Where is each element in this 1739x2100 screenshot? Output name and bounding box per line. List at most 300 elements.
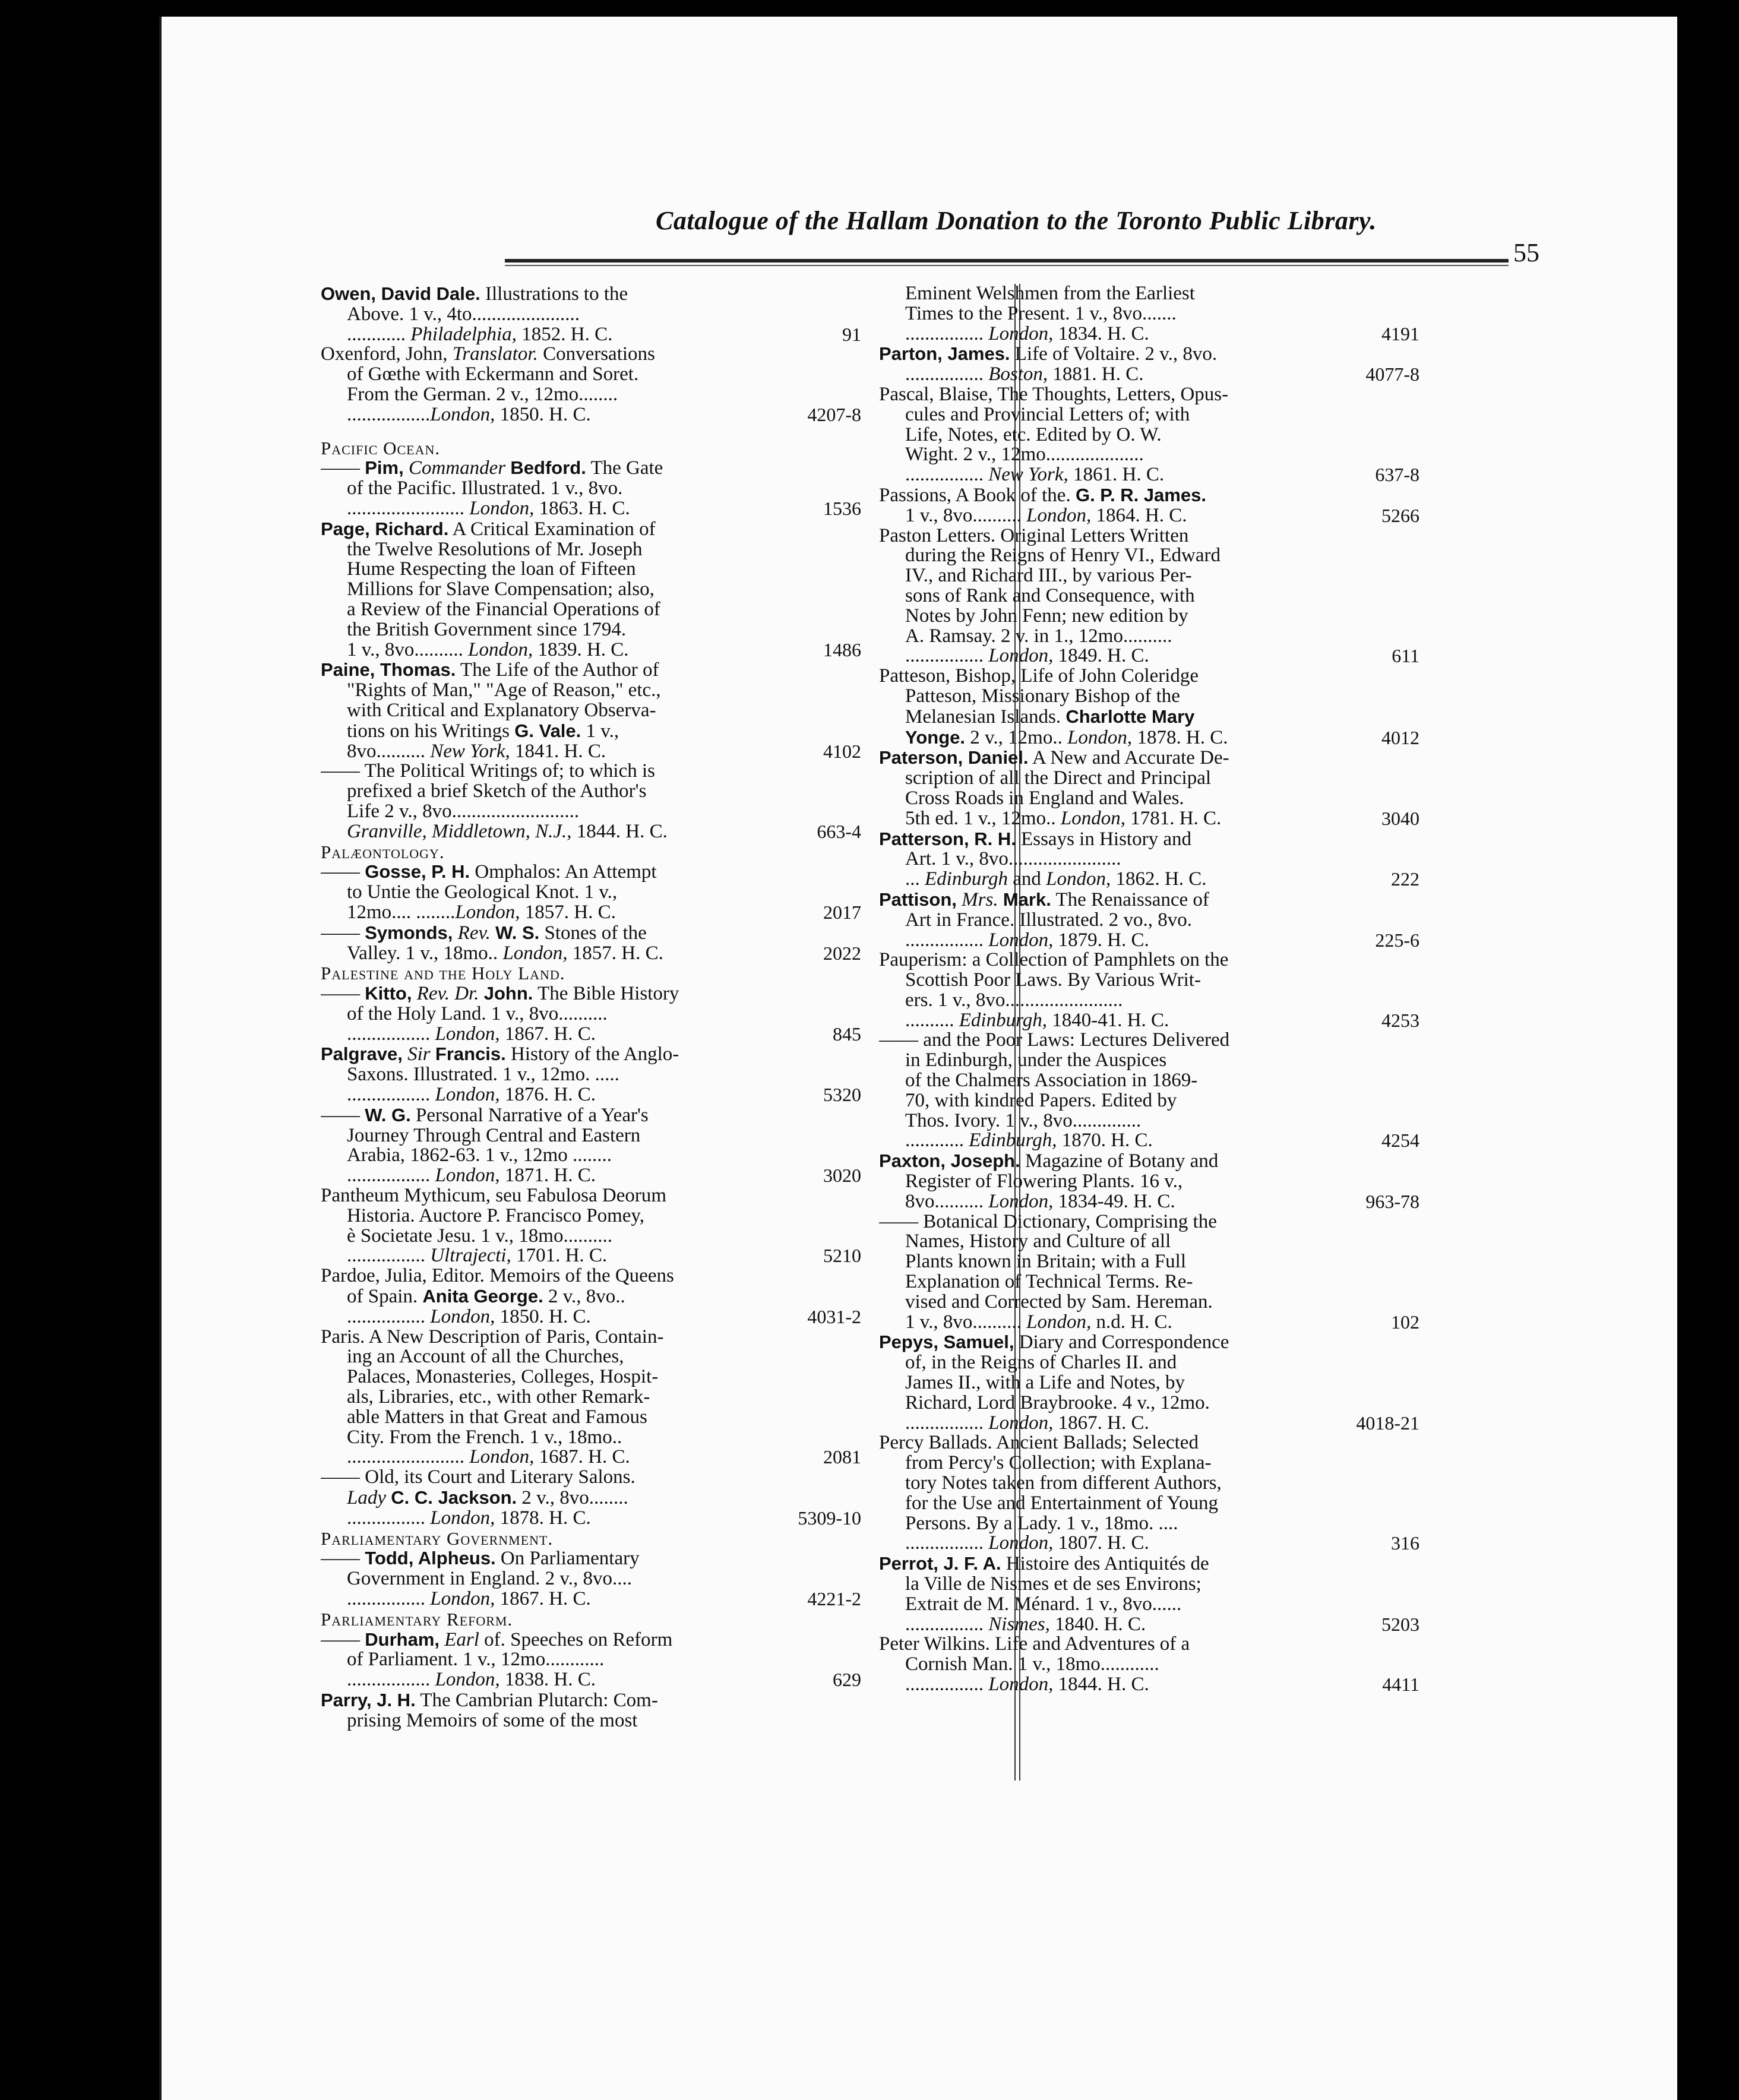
entry-text: to Untie the Geological Knot. 1 v., [347, 883, 618, 903]
entry-line [321, 983, 701, 1004]
entry-line [321, 761, 701, 782]
entry-line [879, 991, 1277, 1011]
entry-line [321, 305, 701, 325]
entry-text: 12mo.... ........ [347, 902, 456, 923]
entry-text: Stones of the [539, 922, 647, 944]
catalogue-entry [879, 526, 1419, 667]
shelf-number: 2022 [823, 942, 861, 964]
entry-text: ................. [347, 1166, 435, 1187]
entry-text: 1870. H. C. [1057, 1131, 1153, 1152]
entry-text [440, 1630, 444, 1650]
entry-text: è Societate Jesu. 1 v., 18mo.......... [347, 1226, 612, 1247]
author-name: Paterson, Daniel. [879, 748, 1029, 768]
entry-text: ............ [905, 1131, 969, 1152]
shelf-number: 1486 [823, 638, 861, 660]
entry-line [321, 944, 701, 964]
author-name: G. Vale. [514, 720, 581, 741]
place-italic: New York, [430, 741, 510, 762]
shelf-number: 4253 [1381, 1009, 1419, 1031]
entry-text: Pascal, Blaise, The Thoughts, Letters, Opus- [879, 384, 1229, 405]
catalogue-entry [879, 1634, 1419, 1695]
entry-text: Thos. Ivory. 1 v., 8vo.............. [905, 1111, 1142, 1131]
entry-text: 1878. H. C. [1132, 727, 1228, 748]
entry-text: —— [321, 1548, 365, 1570]
catalogue-entry [321, 660, 861, 762]
entry-line [879, 546, 1277, 566]
author-name: Pepys, Samuel, [879, 1332, 1014, 1353]
place-italic: Translator. [452, 344, 538, 365]
entry-text: ........................ [347, 498, 470, 519]
shelf-number: 225-6 [1375, 929, 1419, 951]
shelf-number: 5266 [1381, 504, 1419, 526]
entry-text [431, 1044, 435, 1065]
author-name: Page, Richard. [321, 518, 449, 539]
entry-text: cules and Provincial Letters of; with [905, 404, 1190, 425]
entry-line [321, 1126, 701, 1146]
entry-text: 1838. H. C. [499, 1670, 596, 1690]
entry-line [879, 970, 1277, 991]
entry-line [879, 1433, 1277, 1453]
entry-text: ................. [347, 1085, 435, 1105]
entry-text: The Cambrian Plutarch: Com- [415, 1690, 658, 1711]
entry-text: 8vo.......... [347, 741, 431, 762]
entry-text: Conversations [537, 344, 655, 365]
entry-line [321, 1146, 701, 1166]
entry-line [879, 666, 1277, 687]
entry-text [957, 890, 962, 910]
entry-line [321, 1024, 701, 1045]
entry-text: ................. [347, 404, 431, 425]
entry-text: On Parliamentary [495, 1548, 640, 1570]
entry-text: for the Use and Entertainment of Young [905, 1493, 1218, 1514]
entry-text: 2 v., 12mo.. [965, 727, 1068, 748]
entry-line [879, 646, 1277, 666]
place-italic: London, [988, 646, 1054, 667]
entry-line [879, 1312, 1277, 1333]
entry-line [321, 559, 701, 580]
entry-text: la Ville de Nismes et de ses Environs; [905, 1574, 1202, 1595]
entry-text: 1841. H. C. [510, 741, 606, 762]
entry-text: Eminent Welshmen from the Earliest [905, 284, 1195, 304]
entry-line [321, 540, 701, 560]
entry-text: 1 v., 8vo.......... [905, 1312, 1027, 1333]
entry-line [879, 1332, 1277, 1353]
entry-text [412, 983, 416, 1004]
entry-text: 1840-41. H. C. [1046, 1010, 1169, 1031]
entry-text: 2 v., 8vo........ [517, 1488, 628, 1508]
shelf-number: 5309-10 [798, 1507, 861, 1529]
catalogue-entry [879, 1212, 1419, 1333]
entry-text: A Critical Examination of [448, 518, 656, 540]
entry-text: in Edinburgh, under the Auspices [905, 1051, 1167, 1071]
entry-line [879, 809, 1277, 829]
entry-text: Life, Notes, etc. Edited by O. W. [905, 425, 1162, 445]
shelf-number: 5320 [823, 1084, 861, 1106]
entry-line [321, 1650, 701, 1670]
entry-text: "Rights of Man," "Age of Reason," etc., [347, 681, 661, 701]
place-italic: London, [1046, 869, 1111, 890]
entry-line [879, 1353, 1277, 1373]
entry-line [321, 1690, 701, 1711]
entry-line [321, 1468, 701, 1488]
entry-line [879, 1011, 1277, 1031]
entry-text: Patteson, Missionary Bishop of the [905, 686, 1180, 707]
subject-heading: Pacific Ocean. [321, 438, 441, 458]
entry-text: from Percy's Collection; with Explana- [905, 1453, 1212, 1474]
author-name: C. C. Jackson. [391, 1488, 517, 1508]
catalogue-entry [879, 1332, 1419, 1434]
entry-line [321, 1447, 701, 1468]
place-italic: Boston, [988, 365, 1048, 385]
author-name: Perrot, J. F. A. [879, 1554, 1001, 1574]
entry-line [321, 1387, 701, 1408]
entry-text: Diary and Correspondence [1014, 1332, 1229, 1353]
shelf-number: 91 [842, 323, 861, 345]
entry-text: ........................ [347, 1447, 470, 1468]
entry-text: of Spain. [347, 1286, 423, 1307]
entry-text: during the Reigns of Henry VI., Edward [905, 546, 1221, 567]
entry-text: Names, History and Culture of all [905, 1232, 1171, 1253]
entry-line [879, 425, 1277, 445]
entry-line [879, 829, 1277, 850]
entry-text: ing an Account of all the Churches, [347, 1347, 624, 1368]
page-number: 55 [1513, 238, 1539, 267]
author-name: John. [483, 983, 533, 1004]
entry-text [491, 923, 495, 944]
entry-line [321, 620, 701, 640]
entry-text: Art. 1 v., 8vo....................... [905, 849, 1121, 870]
entry-text: 2 v., 8vo.. [543, 1286, 625, 1307]
entry-text [998, 890, 1003, 910]
entry-line [879, 1393, 1277, 1413]
entry-text: ................ [905, 930, 989, 951]
shelf-number: 845 [833, 1023, 861, 1045]
entry-line [321, 365, 701, 385]
entry-text: of the Pacific. Illustrated. 1 v., 8vo. [347, 479, 623, 499]
place-italic: Edinburgh, [969, 1131, 1057, 1152]
entry-text: 1879. H. C. [1053, 930, 1149, 951]
author-name: Mark. [1003, 889, 1051, 910]
author-name: Symonds, [365, 922, 453, 943]
catalogue-entry [879, 344, 1419, 385]
catalogue-entry [321, 1266, 861, 1327]
entry-text: n.d. H. C. [1091, 1312, 1172, 1333]
shelf-number: 4254 [1381, 1130, 1419, 1152]
author-name: Francis. [435, 1044, 506, 1065]
entry-line [321, 802, 701, 822]
place-italic: Philadelphia, [410, 324, 517, 345]
entry-line [879, 687, 1277, 707]
entry-text: 1850. H. C. [495, 1307, 591, 1327]
entry-text: 1839. H. C. [533, 640, 629, 660]
entry-text: Histoire des Antiquités de [1001, 1554, 1209, 1574]
entry-text: 1857. H. C. [520, 902, 616, 923]
entry-text: of the Chalmers Association in 1869- [905, 1071, 1198, 1091]
entry-text: tions on his Writings [347, 720, 515, 742]
entry-text: Government in England. 2 v., 8vo.... [347, 1569, 632, 1589]
entry-text: 1840. H. C. [1049, 1614, 1146, 1635]
entry-line [321, 499, 701, 519]
entry-text: James II., with a Life and Notes, by [905, 1373, 1185, 1393]
entry-line [321, 1266, 701, 1286]
catalogue-entry [321, 1105, 861, 1187]
place-italic: Granville, Middletown, N.J., [347, 821, 572, 842]
author-name: Todd, Alpheus. [365, 1548, 496, 1569]
place-italic: London, [1060, 808, 1125, 829]
entry-text: —— [321, 458, 365, 479]
entry-text: Oxenford, John, [321, 344, 453, 365]
entry-text: 1863. H. C. [534, 498, 630, 519]
entry-text: 1849. H. C. [1053, 646, 1149, 667]
entry-text: —— [321, 1105, 365, 1126]
entry-line [879, 1111, 1277, 1131]
entry-line [879, 1494, 1277, 1514]
entry-line [879, 1071, 1277, 1091]
entry-text: als, Libraries, etc., with other Remark- [347, 1387, 650, 1408]
entry-line [321, 1488, 701, 1508]
entry-text [386, 1488, 391, 1508]
entry-line [321, 405, 701, 425]
place-italic: London, [468, 640, 533, 660]
author-name: Pim, [365, 458, 404, 479]
shelf-number: 4191 [1381, 322, 1419, 344]
entry-line [879, 304, 1277, 324]
entry-line [879, 1172, 1277, 1192]
entry-line [879, 566, 1277, 586]
shelf-number: 4207-8 [807, 403, 861, 425]
place-italic: Commander [408, 458, 506, 479]
shelf-number: 3040 [1381, 807, 1419, 829]
place-italic: London, [430, 1508, 495, 1529]
entry-text: IV., and Richard III., by various Per- [905, 566, 1192, 586]
entry-text: Plants known in Britain; with a Full [905, 1252, 1187, 1273]
entry-text: ................ [905, 646, 989, 667]
author-name: Yonge. [905, 727, 966, 748]
catalogue-entry [879, 384, 1419, 486]
catalogue-entry [321, 458, 861, 519]
entry-text: ers. 1 v., 8vo........................ [905, 990, 1123, 1011]
entry-line [879, 1413, 1277, 1434]
entry-text: Palaces, Monasteries, Colleges, Hospit- [347, 1367, 659, 1388]
entry-text: prising Memoirs of some of the most [347, 1710, 638, 1731]
entry-text: Cross Roads in England and Wales. [905, 788, 1184, 809]
entry-text: —— [321, 1629, 365, 1650]
entry-text: of. Speeches on Reform [479, 1629, 673, 1650]
entry-text: Paris. A New Description of Paris, Contain- [321, 1327, 664, 1348]
shelf-number: 5203 [1381, 1613, 1419, 1635]
entry-line [321, 1347, 701, 1367]
shelf-number: 1536 [823, 497, 861, 519]
entry-line [879, 284, 1277, 304]
entry-text: Pauperism: a Collection of Pamphlets on the [879, 950, 1229, 971]
entry-text: Arabia, 1862-63. 1 v., 12mo ........ [347, 1146, 612, 1166]
entry-line [321, 923, 701, 944]
place-italic: New York, [988, 465, 1068, 485]
entry-text: ... [905, 869, 925, 890]
entry-line [321, 1307, 701, 1327]
entry-line [879, 1655, 1277, 1675]
entry-text: Wight. 2 v., 12mo.................... [905, 445, 1144, 466]
entry-text: Art in France. Illustrated. 2 vo., 8vo. [905, 910, 1192, 931]
entry-line [321, 822, 701, 842]
entry-text: Passions, A Book of the. [879, 485, 1076, 506]
author-name: Patterson, R. H. [879, 828, 1016, 849]
place-italic: London, [469, 1447, 535, 1468]
catalogue-entry [321, 862, 861, 923]
entry-line [321, 1367, 701, 1387]
entry-line [879, 526, 1277, 546]
entry-text: a Review of the Financial Operations of [347, 599, 660, 620]
entry-text [453, 923, 457, 944]
entry-text: —— Botanical Dictionary, Comprising the [879, 1212, 1217, 1232]
entry-line [879, 1192, 1277, 1212]
entry-text: 1867. H. C. [495, 1589, 591, 1609]
author-name: Paxton, Joseph. [879, 1151, 1020, 1172]
entry-text: ................ [905, 324, 989, 344]
entry-line [321, 721, 701, 742]
catalogue-entry [321, 1044, 861, 1106]
entry-line [321, 580, 701, 600]
shelf-number: 4077-8 [1365, 363, 1419, 385]
entry-text: 1844. H. C. [1053, 1674, 1149, 1695]
entry-line [879, 344, 1277, 365]
entry-text: 1 v., 8vo.......... [905, 505, 1027, 526]
entry-text: the British Government since 1794. [347, 619, 627, 640]
shelf-number: 4018-21 [1356, 1412, 1419, 1434]
entry-text: ................ [905, 1614, 989, 1635]
entry-text: of Parliament. 1 v., 12mo............ [347, 1650, 605, 1671]
entry-text: Journey Through Central and Eastern [347, 1125, 641, 1146]
entry-line [321, 782, 701, 802]
entry-text: ................ [905, 465, 989, 485]
entry-text: Times to the Present. 1 v., 8vo....... [905, 303, 1177, 324]
entry-text: scription of all the Direct and Principal [905, 768, 1212, 789]
entry-line [321, 479, 701, 499]
author-name: Durham, [365, 1629, 440, 1650]
entry-text: ................ [347, 1508, 431, 1529]
catalogue-entry [879, 828, 1419, 890]
subject-heading: Palestine and the Holy Land. [321, 963, 565, 984]
entry-line [879, 606, 1277, 627]
place-italic: London, [435, 1024, 500, 1045]
place-italic: Sir [407, 1044, 431, 1065]
place-italic: London, [435, 1166, 500, 1187]
shelf-number: 3020 [823, 1165, 861, 1187]
entry-line [321, 284, 701, 305]
author-name: W. G. [365, 1105, 411, 1125]
entry-text: 1807. H. C. [1053, 1533, 1149, 1554]
entry-text: tory Notes taken from different Authors, [905, 1473, 1222, 1494]
entry-text: 1857. H. C. [567, 943, 663, 964]
entry-text: ................ [347, 1246, 431, 1267]
entry-text: 1867. H. C. [499, 1024, 596, 1045]
entry-line [321, 1548, 701, 1569]
catalogue-entry [321, 1186, 861, 1267]
shelf-number: 629 [833, 1669, 861, 1691]
entry-line [321, 1226, 701, 1247]
entry-line [879, 1252, 1277, 1272]
entry-line [879, 1533, 1277, 1554]
entry-text: Persons. By a Lady. 1 v., 18mo. .... [905, 1513, 1178, 1534]
entry-line [321, 1206, 701, 1226]
entry-text: A. Ramsay. 2 v. in 1., 12mo.......... [905, 626, 1172, 647]
entry-text: From the German. 2 v., 12mo........ [347, 384, 618, 405]
place-italic: Edinburgh, [959, 1010, 1047, 1031]
entry-line [321, 660, 701, 681]
place-italic: London, [988, 1191, 1054, 1212]
entry-line [321, 1327, 701, 1348]
shelf-number: 102 [1391, 1311, 1419, 1333]
entry-line [879, 365, 1277, 385]
place-italic: Earl [444, 1629, 479, 1650]
entry-line [879, 1473, 1277, 1494]
entry-line [879, 869, 1277, 890]
entry-text: Cornish Man. 1 v., 18mo............ [905, 1655, 1159, 1675]
spacer [321, 425, 826, 438]
shelf-number: 963-78 [1365, 1190, 1419, 1212]
entry-line [321, 1004, 701, 1024]
entry-line [321, 385, 701, 405]
entry-text: 1862. H. C. [1111, 869, 1207, 890]
entry-text: City. From the French. 1 v., 18mo.. [347, 1427, 622, 1448]
catalogue-entry [879, 748, 1419, 829]
entry-text: ................. [347, 1670, 435, 1690]
place-italic: Lady [347, 1488, 386, 1508]
catalogue-entry [879, 1554, 1419, 1635]
header-rule [505, 259, 1509, 262]
author-name: Paine, Thomas. [321, 660, 456, 681]
entry-text: Paston Letters. Original Letters Written [879, 526, 1189, 546]
entry-line [879, 789, 1277, 809]
entry-text: ................ [905, 1533, 989, 1554]
entry-line [879, 1675, 1277, 1695]
entry-text: ............ [347, 324, 411, 345]
entry-text: Register of Flowering Plants. 16 v., [905, 1172, 1183, 1192]
entry-text: 1834. H. C. [1053, 324, 1149, 344]
entry-line [321, 883, 701, 903]
catalogue-entry [879, 889, 1419, 951]
place-italic: London, [1026, 1312, 1092, 1333]
entry-text: Above. 1 v., 4to...................... [347, 304, 580, 325]
entry-text [403, 1044, 407, 1065]
entry-text: A New and Accurate De- [1028, 748, 1229, 769]
shelf-number: 4031-2 [807, 1305, 861, 1327]
entry-line [879, 465, 1277, 485]
place-italic: London, [435, 1670, 500, 1690]
entry-text: 1861. H. C. [1068, 465, 1165, 485]
entry-text: and [1007, 869, 1046, 890]
shelf-number: 5210 [823, 1245, 861, 1267]
entry-line [879, 768, 1277, 789]
author-name: Owen, David Dale. [321, 284, 480, 304]
entry-text: Patteson, Bishop, Life of John Coleridge [879, 666, 1199, 687]
entry-line [321, 519, 701, 540]
entry-line [321, 1408, 701, 1428]
entry-line [879, 1373, 1277, 1393]
entry-text: 1878. H. C. [495, 1508, 591, 1529]
catalogue-entry [879, 1433, 1419, 1554]
place-italic: London, [469, 498, 535, 519]
shelf-number: 4102 [823, 740, 861, 762]
entry-text: Peter Wilkins. Life and Adventures of a [879, 1634, 1190, 1655]
entry-line [879, 1091, 1277, 1111]
entry-text: Pardoe, Julia, Editor. Memoirs of the Queens [321, 1266, 674, 1287]
entry-text: The Renaissance of [1051, 889, 1209, 910]
place-italic: Edinburgh [925, 869, 1008, 890]
subject-heading: Parliamentary Government. [321, 1528, 554, 1549]
entry-line [321, 344, 701, 365]
entry-text: —— Old, its Court and Literary Salons. [321, 1468, 635, 1488]
